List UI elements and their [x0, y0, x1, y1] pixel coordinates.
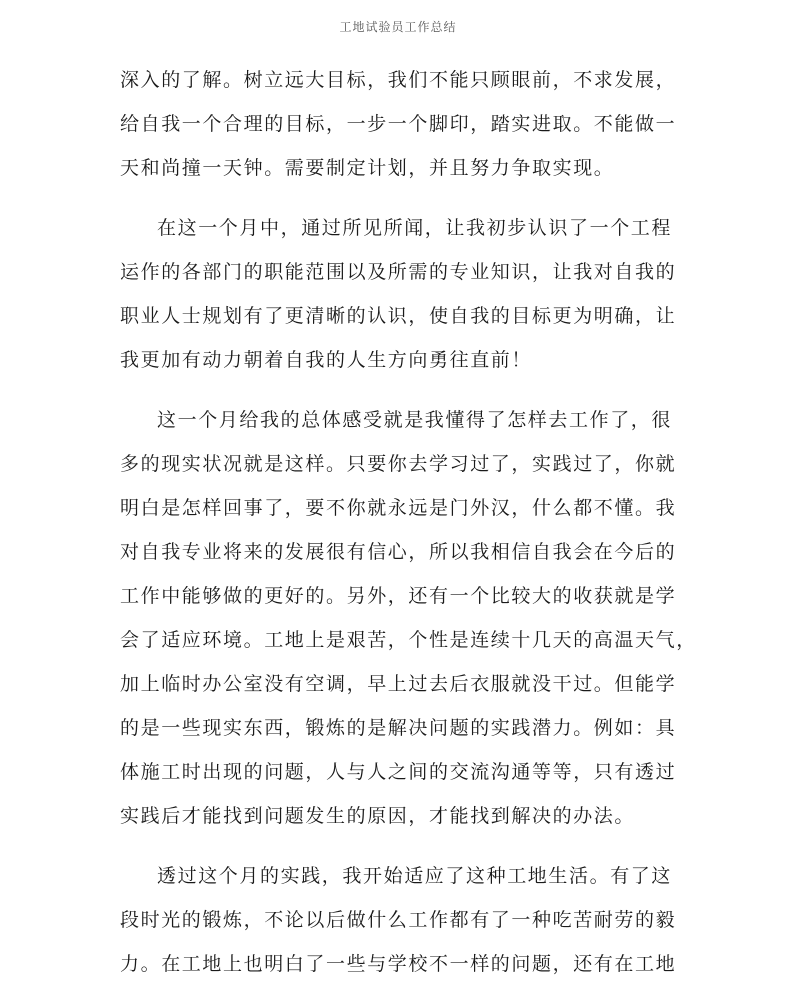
text-line: 多的现实状况就是这样。只要你去学习过了，实践过了，你就 [120, 453, 677, 475]
text-line: 会了适应环境。工地上是艰苦，个性是连续十几天的高温天气， [120, 629, 697, 651]
text-line: 体施工时出现的问题，人与人之间的交流沟通等等，只有透过 [120, 761, 677, 783]
text-line: 工作中能够做的更好的。另外，还有一个比较大的收获就是学 [120, 585, 677, 607]
page-header-title: 工地试验员工作总结 [339, 20, 457, 34]
text-line: 天和尚撞一天钟。需要制定计划，并且努力争取实现。 [120, 157, 615, 179]
paragraph-2 [120, 206, 686, 382]
paragraph-3 [120, 398, 697, 838]
text-line: 运作的各部门的职能范围以及所需的专业知识，让我对自我的 [120, 261, 677, 283]
text-line: 给自我一个合理的目标，一步一个脚印，踏实进取。不能做一 [120, 113, 677, 135]
text-line: 段时光的锻炼，不论以后做什么工作都有了一种吃苦耐劳的毅 [120, 909, 677, 931]
text-line: 我更加有动力朝着自我的人生方向勇往直前！ [120, 349, 533, 371]
text-line: 加上临时办公室没有空调，早上过去后衣服就没干过。但能学 [120, 673, 677, 695]
text-line: 职业人士规划有了更清晰的认识，使自我的目标更为明确，让 [120, 305, 677, 327]
text-line: 明白是怎样回事了，要不你就永远是门外汉，什么都不懂。我 [120, 497, 677, 519]
text-line: 对自我专业将来的发展很有信心，所以我相信自我会在今后的 [120, 541, 677, 563]
text-line: 这一个月给我的总体感受就是我懂得了怎样去工作了，很 [157, 409, 673, 431]
paragraph-4 [120, 854, 686, 986]
paragraph-1 [120, 58, 686, 190]
document-body [120, 58, 697, 986]
text-line: 透过这个月的实践，我开始适应了这种工地生活。有了这 [157, 865, 673, 887]
text-line: 力。在工地上也明白了一些与学校不一样的问题，还有在工地 [120, 953, 677, 975]
text-line: 深入的了解。树立远大目标，我们不能只顾眼前，不求发展， [120, 69, 677, 91]
text-line: 在这一个月中，通过所见所闻，让我初步认识了一个工程 [157, 217, 673, 239]
text-line: 的是一些现实东西，锻炼的是解决问题的实践潜力。例如：具 [120, 717, 677, 739]
text-line: 实践后才能找到问题发生的原因，才能找到解决的办法。 [120, 805, 636, 827]
